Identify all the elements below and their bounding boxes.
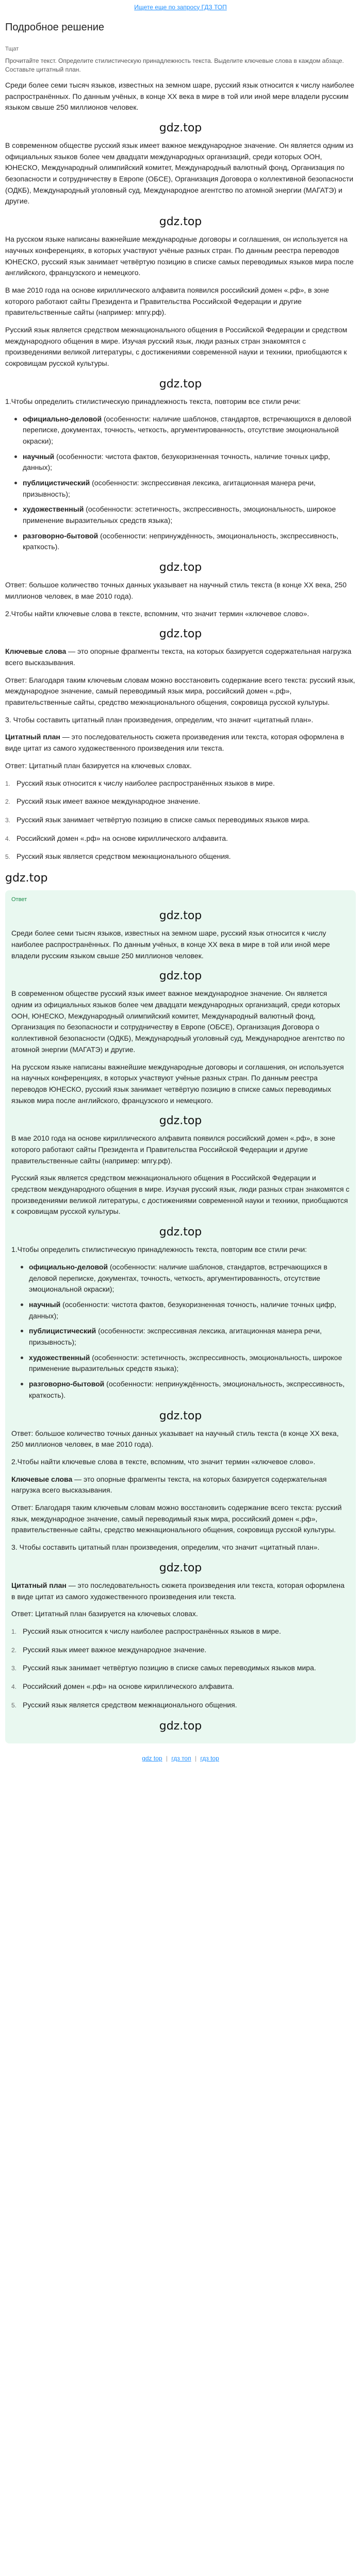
answer-a3: Ответ: Цитатный план базируется на ключевых словах. bbox=[11, 1609, 198, 1618]
answer-plan-list bbox=[11, 1626, 350, 1710]
solution-a2: Ответ: Благодаря таким ключевым словам можно восстановить содержание всего текста: русский язык, международное значение, самый переводимый язык мира, российский домен «.рф», правительственные сайты, средство межнационального общения, сокровища русской культуры. bbox=[5, 675, 355, 707]
answer-box bbox=[5, 890, 356, 1743]
solution-p3: На русском языке написаны важнейшие международные договоры и соглашения, он используется на научных конференциях, в которых участвуют учёные разных стран. По данным реестра переводов ЮНЕСКО, русский язык занимает четвёртую позицию в списке самых переводимых языков мира после английского, французского и немецкого. bbox=[5, 235, 354, 277]
answer-a2: Ответ: Благодаря таким ключевым словам можно восстановить содержание всего текста: русский язык, международное значение, самый переводимый язык мира, российский домен «.рф», правительственные сайты, средство межнационального общения, сокровища русской культуры. bbox=[11, 1503, 342, 1534]
style-item: научный (особенности: чистота фактов, безукоризненная точность, наличие точных цифр, данных); bbox=[29, 1299, 350, 1321]
answer-p1: Среди более семи тысяч языков, известных на земном шаре, русский язык относится к числу наиболее распространённых. По данным учёных, в конце XX века в мире в той или иной мере владели русским языком свыше 250 миллионов человек. bbox=[11, 929, 330, 960]
answer-q1: 1.Чтобы определить стилистическую принадлежность текста, повторим все стили речи: bbox=[11, 1245, 307, 1254]
answer-label: Ответ bbox=[11, 896, 27, 903]
solution-a3: Ответ: Цитатный план базируется на ключевых словах. bbox=[5, 761, 192, 770]
topbar bbox=[0, 0, 361, 14]
styles-list bbox=[5, 414, 356, 553]
footer-link[interactable]: гдз топ bbox=[171, 1755, 191, 1762]
keywords-definition: Ключевые слова — это опорные фрагменты текста, на которых базируется содержательная нагрузка всего высказывания. bbox=[5, 647, 352, 667]
plan-item: 4. Российский домен «.рф» на основе кириллического алфавита. bbox=[5, 834, 228, 842]
plan-list bbox=[5, 778, 356, 862]
task-text: Прочитайте текст. Определите стилистическую принадлежность текста. Выделите ключевые слова в каждом абзаце. Составьте цитатный план. bbox=[5, 57, 344, 74]
plan-item: 1. Русский язык относится к числу наиболее распространённых языков в мире. bbox=[5, 778, 275, 787]
solution-p2: В современном обществе русский язык имеет важное международное значение. Он является одним из официальных языков более чем двадцати международных организаций, среди которых ООН, ЮНЕСКО, Международный олимпийский комитет, Международный валютный фонд, Организация по безопасности и сотрудничеству в Европе (ОБСЕ), Организация Договора о коллективной безопасности (ОДКБ), Международный уголовный суд, Международное агентство по атомной энергии (МАГАТЭ) и другие. bbox=[5, 141, 354, 206]
plan-item: 3. Русский язык занимает четвёртую позицию в списке самых переводимых языков мира. bbox=[11, 1664, 316, 1672]
solution-q1: 1.Чтобы определить стилистическую принадлежность текста, повторим все стили речи: bbox=[5, 397, 301, 405]
watermark: gdz.top bbox=[159, 561, 202, 574]
style-item: научный (особенности: чистота фактов, безукоризненная точность, наличие точных цифр, данных); bbox=[23, 451, 356, 473]
plan-item: 2. Русский язык имеет важное международное значение. bbox=[5, 797, 201, 806]
style-item: разговорно-бытовой (особенности: непринуждённость, эмоциональность, экспрессивность, краткость). bbox=[23, 531, 356, 553]
plan-item: 1. Русский язык относится к числу наиболее распространённых языков в мире. bbox=[11, 1626, 281, 1635]
watermark: gdz.top bbox=[159, 215, 202, 229]
solution-q3: 3. Чтобы составить цитатный план произведения, определим, что значит «цитатный план». bbox=[5, 715, 314, 724]
answer-q3: 3. Чтобы составить цитатный план произведения, определим, что значит «цитатный план». bbox=[11, 1543, 320, 1552]
watermark: gdz.top bbox=[159, 377, 202, 391]
watermark: gdz.top bbox=[159, 1561, 202, 1574]
answer-cp-definition: Цитатный план — это последовательность сюжета произведения или текста, которая оформлена в виде цитат из самого художественного произведения или текста. bbox=[11, 1581, 345, 1601]
watermark: gdz.top bbox=[159, 1114, 202, 1128]
solution-p4: В мае 2010 года на основе кириллического алфавита появился российский домен «.рф», в зоне которого работают сайты Президента и Правительства Российской Федерации и другие правительственные сайты (например: мпгу.рф). bbox=[5, 285, 330, 317]
footer-link[interactable]: gdz top bbox=[142, 1755, 162, 1762]
plan-item: 5. Русский язык является средством межнационального общения. bbox=[5, 852, 231, 861]
watermark: gdz.top bbox=[159, 1409, 202, 1422]
answer-p5: Русский язык является средством межнационального общения в Российской Федерации и средством международного общения в мире. Изучая русский язык, люди разных стран знакомятся с произведениями великой литературы, с достижениями современной науки и техники, приобщаются к сокровищам русской культуры. bbox=[11, 1174, 350, 1216]
solution-p5: Русский язык является средством межнационального общения в Российской Федерации и средством международного общения в мире. Изучая русский язык, люди разных стран знакомятся с произведениями великой литературы, с достижениями современной науки и техники, приобщаются к сокровищам русской культуры. bbox=[5, 326, 348, 368]
watermark: gdz.top bbox=[159, 121, 202, 134]
cp-definition: Цитатный план — это последовательность сюжета произведения или текста, которая оформлена в виде цитат из самого художественного произведения или текста. bbox=[5, 733, 344, 753]
solution bbox=[5, 80, 356, 887]
task-tag: Тщат bbox=[5, 46, 19, 52]
answer-p4: В мае 2010 года на основе кириллического алфавита появился российский домен «.рф», в зоне которого работают сайты Президента и Правительства Российской Федерации и другие правительственные сайты (например: мпгу.рф). bbox=[11, 1134, 336, 1165]
style-item: официально-деловой (особенности: наличие шаблонов, стандартов, встречающихся в деловой переписке, документах, точность, четкость, аргументированность, отсутствие эмоциональной окраски); bbox=[23, 414, 356, 447]
search-more-link[interactable]: Ищете еще по запросу ГДЗ ТОП bbox=[134, 3, 227, 11]
answer-keywords-definition: Ключевые слова — это опорные фрагменты текста, на которых базируется содержательная нагрузка всего высказывания. bbox=[11, 1475, 327, 1495]
plan-item: 2. Русский язык имеет важное международное значение. bbox=[11, 1645, 207, 1654]
footer-separator: | bbox=[166, 1755, 168, 1762]
footer-separator: | bbox=[194, 1755, 197, 1762]
answer-p2: В современном обществе русский язык имеет важное международное значение. Он является одним из официальных языков более чем двадцати международных организаций, среди которых ООН, ЮНЕСКО, Международный олимпийский комитет, Международный валютный фонд, Организация по безопасности и сотрудничеству в Европе (ОБСЕ), Организация Договора о коллективной безопасности (ОДКБ), Международный уголовный суд, Международное агентство по атомной энергии (МАГАТЭ) и другие. bbox=[11, 989, 345, 1054]
answer-p3: На русском языке написаны важнейшие международные договоры и соглашения, он используется на научных конференциях, в которых участвуют учёные разных стран. По данным реестра переводов ЮНЕСКО, русский язык занимает четвёртую позицию в списке самых переводимых языков мира после английского, французского и немецкого. bbox=[11, 1062, 344, 1105]
style-item: официально-деловой (особенности: наличие шаблонов, стандартов, встречающихся в деловой переписке, документах, точность, четкость, аргументированность, отсутствие эмоциональной окраски); bbox=[29, 1262, 350, 1295]
watermark: gdz.top bbox=[5, 871, 48, 885]
style-item: публицистический (особенности: экспрессивная лексика, агитационная манера речи, призывность); bbox=[29, 1326, 350, 1348]
style-item: публицистический (особенности: экспрессивная лексика, агитационная манера речи, призывность); bbox=[23, 478, 356, 500]
footer-links bbox=[5, 1754, 356, 1764]
watermark: gdz.top bbox=[159, 628, 202, 641]
plan-item: 4. Российский домен «.рф» на основе кириллического алфавита. bbox=[11, 1682, 234, 1690]
plan-item: 5. Русский язык является средством межнационального общения. bbox=[11, 1700, 237, 1709]
page-title: Подробное решение bbox=[5, 22, 105, 33]
solution-a1: Ответ: большое количество точных данных указывает на научный стиль текста (в конце XX века, 250 миллионов человек, в мае 2010 года). bbox=[5, 581, 347, 600]
style-item: художественный (особенности: эстетичность, экспрессивность, эмоциональность, широкое применение выразительных средств языка); bbox=[29, 1352, 350, 1375]
answer-q2: 2.Чтобы найти ключевые слова в тексте, вспомним, что значит термин «ключевое слово». bbox=[11, 1457, 316, 1466]
page bbox=[0, 20, 361, 1764]
plan-item: 3. Русский язык занимает четвёртую позицию в списке самых переводимых языков мира. bbox=[5, 815, 310, 824]
footer-link[interactable]: гдз top bbox=[200, 1755, 219, 1762]
watermark: gdz.top bbox=[159, 909, 202, 923]
answer-a1: Ответ: большое количество точных данных указывает на научный стиль текста (в конце XX века, 250 миллионов человек, в мае 2010 года). bbox=[11, 1429, 339, 1449]
watermark: gdz.top bbox=[159, 970, 202, 983]
solution-p1: Среди более семи тысяч языков, известных на земном шаре, русский язык относится к числу наиболее распространённых. По данным учёных, в конце XX века в мире в той или иной мере владели русским языком свыше 250 миллионов человек. bbox=[5, 80, 354, 112]
watermark: gdz.top bbox=[159, 1720, 202, 1733]
style-item: художественный (особенности: эстетичность, экспрессивность, эмоциональность, широкое применение выразительных средств языка); bbox=[23, 504, 356, 526]
answer-styles-list bbox=[11, 1262, 350, 1401]
solution-q2: 2.Чтобы найти ключевые слова в тексте, вспомним, что значит термин «ключевое слово». bbox=[5, 609, 309, 618]
style-item: разговорно-бытовой (особенности: непринуждённость, эмоциональность, экспрессивность, краткость). bbox=[29, 1379, 350, 1401]
watermark: gdz.top bbox=[159, 1226, 202, 1239]
